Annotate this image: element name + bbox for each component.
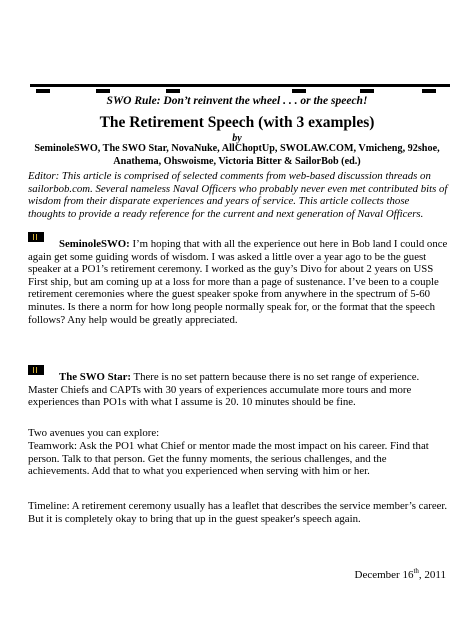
rule-tick xyxy=(96,89,110,93)
rank-insignia-icon xyxy=(28,232,44,242)
date-year: , 2011 xyxy=(418,569,446,581)
post-body: There is no set pattern because there is no set range of experience. Master Chiefs and CAPTs with 30 years of experiences accumulate more tours and more experiences than PO1s with what I assume is 20. 10 minutes should be fine. xyxy=(28,371,420,409)
teamwork-paragraph: Teamwork: Ask the PO1 what Chief or mentor made the most impact on his career. Find that person. Talk to that person. Get the funny moments, the serious challenges, and the achievements. Add that to what you experienced when serving with him or her. xyxy=(28,440,429,478)
post-swo-star xyxy=(28,371,448,409)
date-suffix: th xyxy=(413,567,419,575)
document-date xyxy=(355,567,447,581)
rule-tick xyxy=(360,89,374,93)
byline: by xyxy=(232,133,242,144)
tagline: SWO Rule: Don’t reinvent the wheel . . . or the speech! xyxy=(106,95,368,107)
post-author: The SWO Star: xyxy=(59,371,131,383)
rule-tick xyxy=(422,89,436,93)
date-month-day: December 16 xyxy=(354,569,414,581)
post-author: SeminoleSWO: xyxy=(59,238,130,250)
page-title: The Retirement Speech (with 3 examples) xyxy=(99,114,375,131)
timeline-paragraph: Timeline: A retirement ceremony usually has a leaflet that describes the service member’s career. But it is completely okay to bring that up in the guest speaker's speech again. xyxy=(28,500,448,525)
rank-insignia-icon xyxy=(28,365,44,375)
post-body: I’m hoping that with all the experience out here in Bob land I could once again get some guiding words of wisdom. I was asked a little over a year ago to be the guest speaker at a PO1’s retirement ceremony. I worked as the guy’s Divo for about 2 years on USS First ship, but am coming up at a loss for more than a page of sustenance. I’ve been to a couple retirement ceremonies where the guest speaker spoke from anywhere in the spectrum of 5-60 minutes. Is there a norm for how long people normally speak for, or the format that the speech follows? Any help would be greatly appreciated. xyxy=(28,238,448,326)
editor-note: Editor: This article is comprised of selected comments from web-based discussion threads on sailorbob.com. Several nameless Naval Officers who probably never even met contributed bits of wisdom from their disparate experiences and years of service. This article collects those thoughts to provide a ready reference for the current and next generation of Naval Officers. xyxy=(28,170,448,220)
avenues-intro: Two avenues you can explore: xyxy=(28,427,160,439)
rule-tick xyxy=(36,89,50,93)
rule-tick xyxy=(292,89,306,93)
author-list: SeminoleSWO, The SWO Star, NovaNuke, AllChoptUp, SWOLAW.COM, Vmicheng, 92shoe, Anathema, Ohswoisme, Victoria Bitter & SailorBob (ed.) xyxy=(34,143,440,167)
top-rule xyxy=(30,84,450,87)
rule-tick xyxy=(166,89,180,93)
post-seminoleswo xyxy=(28,238,448,326)
